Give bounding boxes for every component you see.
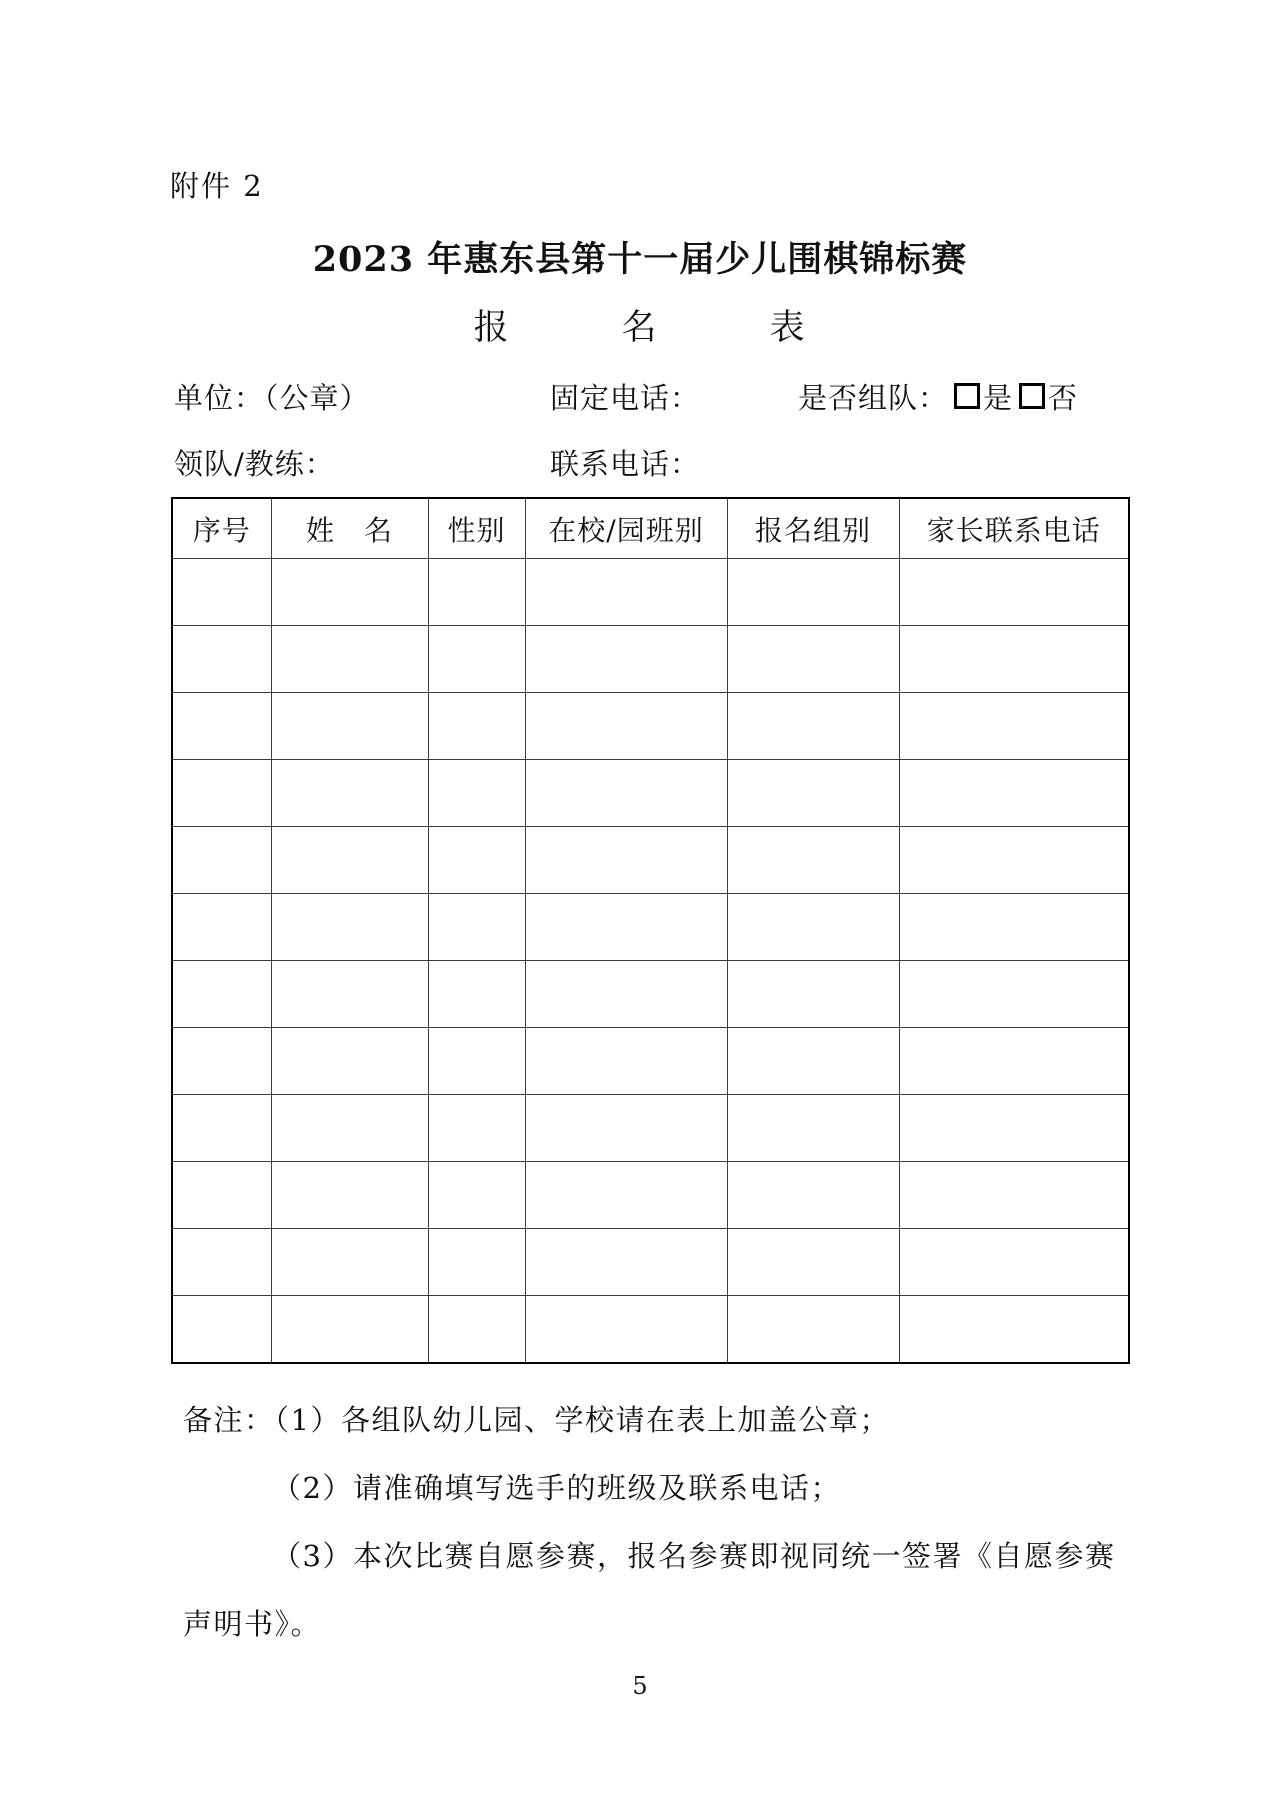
table-row [172, 1162, 1129, 1229]
team-yes-checkbox[interactable] [954, 383, 980, 409]
table-cell[interactable] [428, 961, 525, 1028]
table-cell[interactable] [899, 961, 1129, 1028]
page-number: 5 [632, 1672, 648, 1700]
table-row [172, 1095, 1129, 1162]
table-row [172, 961, 1129, 1028]
table-cell[interactable] [899, 1296, 1129, 1364]
team-no-checkbox[interactable] [1019, 383, 1045, 409]
note-line-3: （3）本次比赛自愿参赛，报名参赛即视同统一签署《自愿参赛 [272, 1539, 1116, 1573]
table-cell[interactable] [727, 1028, 899, 1095]
team-question-label: 是否组队： [798, 381, 949, 415]
header-cell-name: 姓 名 [271, 498, 428, 559]
table-cell[interactable] [172, 1296, 271, 1364]
header-cell-parent-phone: 家长联系电话 [899, 498, 1129, 559]
unit-label: 单位：（公章） [174, 381, 370, 415]
table-cell[interactable] [271, 894, 428, 961]
table-cell[interactable] [899, 559, 1129, 626]
table-cell[interactable] [727, 1229, 899, 1296]
table-cell[interactable] [428, 559, 525, 626]
header-cell-class: 在校/园班别 [525, 498, 727, 559]
table-cell[interactable] [899, 894, 1129, 961]
table-cell[interactable] [172, 961, 271, 1028]
table-cell[interactable] [172, 1229, 271, 1296]
table-cell[interactable] [727, 1162, 899, 1229]
table-row [172, 693, 1129, 760]
fixed-phone-label: 固定电话： [550, 381, 701, 415]
table-cell[interactable] [271, 559, 428, 626]
header-cell-gender: 性别 [428, 498, 525, 559]
table-cell[interactable] [271, 961, 428, 1028]
table-cell[interactable] [727, 559, 899, 626]
table-cell[interactable] [428, 1095, 525, 1162]
note-line-4: 声明书》。 [183, 1607, 322, 1641]
table-cell[interactable] [172, 1028, 271, 1095]
table-row [172, 1028, 1129, 1095]
table-cell[interactable] [428, 1296, 525, 1364]
note-line-1: 备注：（1）各组队幼儿园、学校请在表上加盖公章； [183, 1403, 890, 1437]
table-cell[interactable] [271, 827, 428, 894]
table-row [172, 626, 1129, 693]
team-no-label: 否 [1048, 381, 1079, 415]
table-cell[interactable] [727, 626, 899, 693]
table-cell[interactable] [172, 827, 271, 894]
table-cell[interactable] [428, 1162, 525, 1229]
table-cell[interactable] [525, 760, 727, 827]
table-cell[interactable] [172, 626, 271, 693]
table-cell[interactable] [172, 559, 271, 626]
table-cell[interactable] [525, 1028, 727, 1095]
leader-coach-label: 领队/教练： [174, 447, 335, 481]
table-cell[interactable] [899, 827, 1129, 894]
table-cell[interactable] [428, 760, 525, 827]
table-cell[interactable] [271, 626, 428, 693]
table-cell[interactable] [172, 894, 271, 961]
table-row [172, 827, 1129, 894]
table-cell[interactable] [525, 559, 727, 626]
table-cell[interactable] [525, 1095, 727, 1162]
registration-table [171, 497, 1130, 1364]
table-cell[interactable] [899, 1162, 1129, 1229]
table-cell[interactable] [525, 693, 727, 760]
table-header-row [172, 498, 1129, 559]
table-cell[interactable] [899, 1229, 1129, 1296]
table-cell[interactable] [727, 894, 899, 961]
document-title: 2023 年惠东县第十一届少儿围棋锦标赛 [312, 239, 968, 280]
document-subtitle: 报 名 表 [473, 308, 807, 348]
table-row [172, 1229, 1129, 1296]
table-cell[interactable] [727, 1095, 899, 1162]
table-cell[interactable] [172, 1162, 271, 1229]
attachment-label: 附件 2 [170, 169, 264, 203]
table-cell[interactable] [271, 760, 428, 827]
table-cell[interactable] [525, 1229, 727, 1296]
table-cell[interactable] [727, 1296, 899, 1364]
note-line-2: （2）请准确填写选手的班级及联系电话； [272, 1471, 841, 1505]
table-cell[interactable] [271, 1028, 428, 1095]
table-cell[interactable] [428, 827, 525, 894]
table-cell[interactable] [428, 693, 525, 760]
table-cell[interactable] [727, 827, 899, 894]
table-cell[interactable] [271, 693, 428, 760]
table-cell[interactable] [525, 1296, 727, 1364]
table-row [172, 559, 1129, 626]
table-cell[interactable] [271, 1162, 428, 1229]
table-cell[interactable] [428, 626, 525, 693]
table-row [172, 894, 1129, 961]
table-cell[interactable] [428, 1028, 525, 1095]
table-cell[interactable] [727, 760, 899, 827]
header-cell-number: 序号 [172, 498, 271, 559]
table-cell[interactable] [899, 1028, 1129, 1095]
team-yes-label: 是 [983, 381, 1014, 415]
table-row [172, 1296, 1129, 1364]
table-cell[interactable] [172, 760, 271, 827]
team-question [798, 376, 1078, 417]
table-cell[interactable] [727, 961, 899, 1028]
table-cell[interactable] [428, 1229, 525, 1296]
table-cell[interactable] [271, 1229, 428, 1296]
header-cell-group: 报名组别 [727, 498, 899, 559]
table-cell[interactable] [525, 827, 727, 894]
table-row [172, 760, 1129, 827]
table-cell[interactable] [271, 1296, 428, 1364]
table-cell[interactable] [428, 894, 525, 961]
table-cell[interactable] [271, 1095, 428, 1162]
table-cell[interactable] [899, 760, 1129, 827]
table-cell[interactable] [899, 693, 1129, 760]
contact-phone-label: 联系电话： [550, 447, 701, 481]
table-cell[interactable] [899, 1095, 1129, 1162]
table-cell[interactable] [525, 961, 727, 1028]
table-cell[interactable] [172, 1095, 271, 1162]
table-cell[interactable] [525, 894, 727, 961]
table-cell[interactable] [525, 1162, 727, 1229]
table-cell[interactable] [172, 693, 271, 760]
table-cell[interactable] [525, 626, 727, 693]
table-cell[interactable] [899, 626, 1129, 693]
table-cell[interactable] [727, 693, 899, 760]
